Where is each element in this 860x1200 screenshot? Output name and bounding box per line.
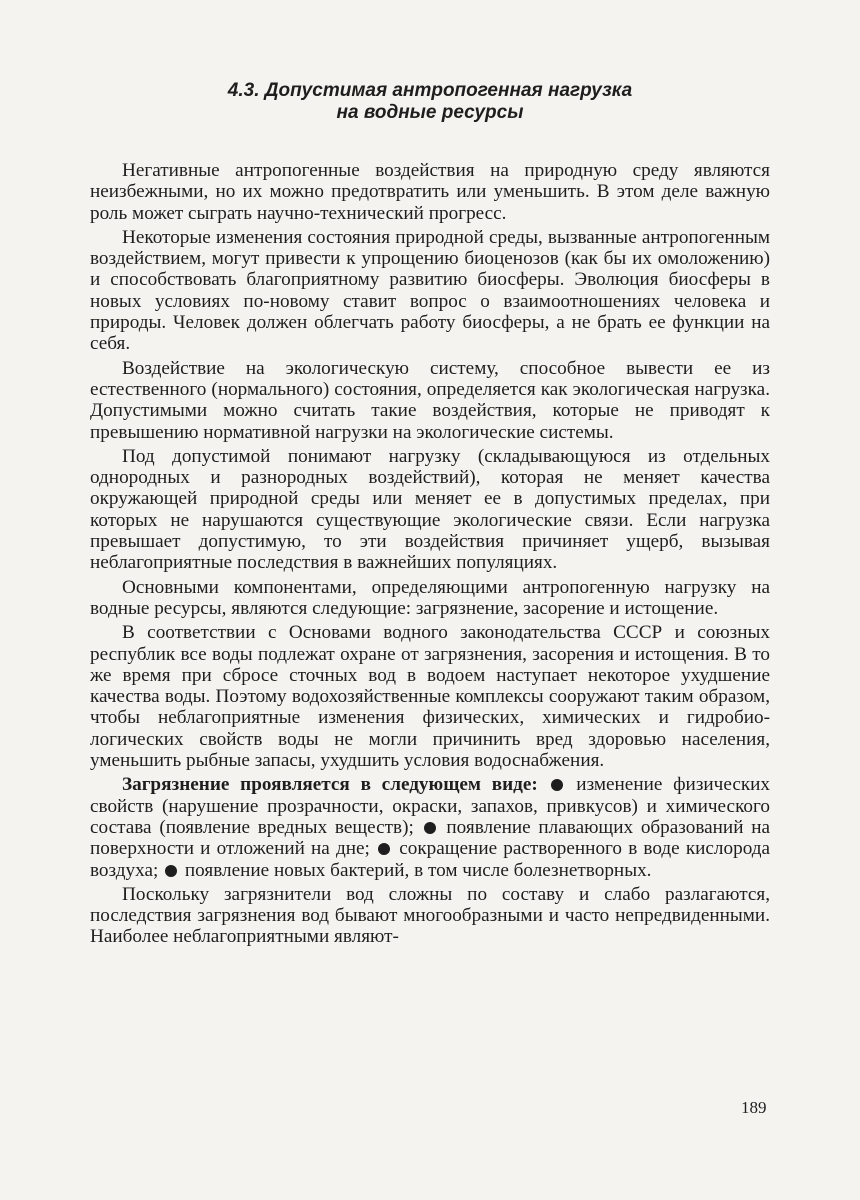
pollution-item-1: изменение физических свойств (нарушение прозрачности, окраски, запахов, привкусов) и химического состава (появление вредных веществ); [90, 774, 771, 838]
paragraph-2: Некоторые изменения состояния природной среды, вызванные антропогенным воздействием, могут привести к упрощению биоценозов (как бы их омоложению) и способствовать благоприятному развитию биосферы. Эволюция биосферы в новых условиях по-новому ставит вопрос о взаимоотношениях человека и природы. Человек должен облегчать работу биосферы, а не брать ее функции на себя. [90, 226, 770, 355]
heading-line-2: на водные ресурсы [336, 102, 524, 123]
paragraph-1: Негативные антропогенные воздействия на природную среду являются неизбежными, но их можно предотвратить или уменьшить. В этом деле важную роль может сыграть научно-технический прогресс. [90, 160, 770, 224]
pollution-item-4: появление новых бактерий, в том числе болезнетворных. [184, 859, 652, 881]
bullet-icon [551, 779, 563, 791]
paragraph-5: Основными компонентами, определяющими антропогенную нагрузку на водные ресурсы, являются следующие: загрязнение, засорение и истощение. [90, 576, 770, 619]
pollution-lead: Загрязнение проявляется в следующем виде: [122, 774, 538, 796]
paragraph-3: Воздействие на экологическую систему, способное вывести ее из естественного (нормального) состояния, определяется как экологическая нагрузка. Допустимыми можно считать такие воздействия, которые не приводят к превышению нормативной нагрузки на экологические системы. [90, 357, 770, 443]
bullet-icon [165, 865, 177, 877]
page-content [90, 80, 770, 951]
paragraph-4: Под допустимой понимают нагрузку (складывающуюся из отдельных однородных и разнородных воздействий), которая не меняет качества окружающей природной среды или меняет ее в допустимых пределах, при которых не нарушаются существующие экологические связи. Если нагрузка превышает допустимую, то эти воздействия причиняет ущерб, вызывая неблагоприятные последствия в важнейших популяциях. [90, 445, 770, 574]
bullet-icon [424, 822, 436, 834]
section-heading [90, 80, 770, 124]
heading-line-1: 4.3. Допустимая антропогенная нагрузка [227, 80, 633, 101]
bullet-icon [378, 843, 390, 855]
pollution-item-2: появление плавающих образований на поверхности и отложений на дне; [90, 816, 771, 860]
pollution-paragraph [90, 774, 770, 880]
pollution-item-3: сокращение растворенного в воде кислорода воздуха; [90, 838, 771, 881]
closing-paragraph: Поскольку загрязнители вод сложны по составу и слабо разлагаются, последствия загрязнения вод бывают многообразными и часто непредвиденными. Наиболее неблагоприятными являют- [90, 883, 770, 948]
page-number: 189 [741, 1098, 767, 1117]
paragraph-6: В соответствии с Основами водного законодательства СССР и союзных республик все воды подлежат охране от загрязнения, засорения и истощения. В то же время при сбросе сточных вод в водоем наступает некоторое ухудшение качества воды. Поэтому водохозяйственные комплексы сооружают таким образом, чтобы неблагоприятные изменения физических, химических и гидробиологических свойств воды не могли причинить вред здоровью населения, уменьшить рыбные запасы, ухудшить условия водоснабжения. [90, 622, 770, 772]
